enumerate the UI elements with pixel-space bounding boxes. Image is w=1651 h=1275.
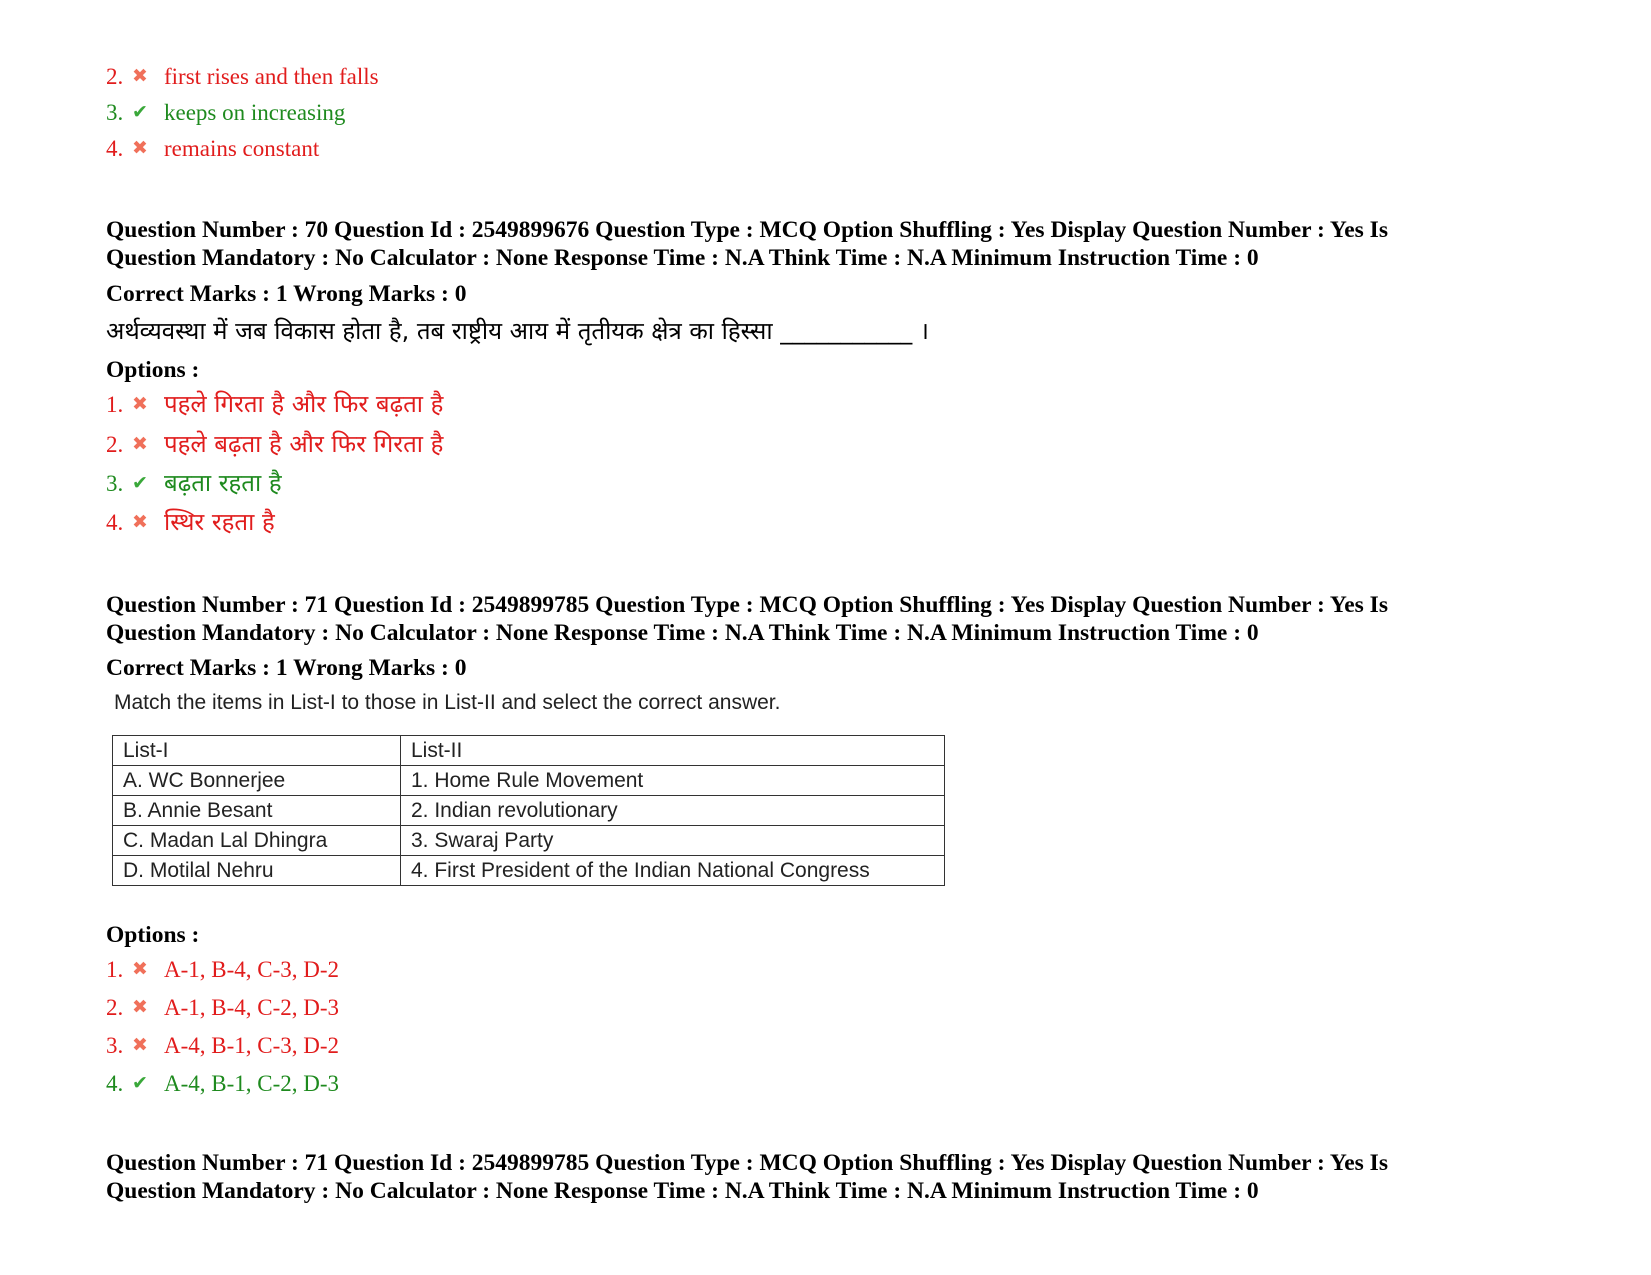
table-cell: 4. First President of the Indian National Congress (401, 856, 945, 886)
table-cell: 2. Indian revolutionary (401, 796, 945, 826)
table-cell: C. Madan Lal Dhingra (113, 826, 401, 856)
option-number: 4. (106, 510, 124, 535)
option-text: पहले गिरता है और फिर बढ़ता है (164, 390, 444, 418)
option-text: स्थिर रहता है (164, 508, 275, 536)
options-label: Options : (106, 357, 200, 383)
table-row (113, 856, 945, 886)
option-number: 3. (106, 471, 124, 496)
option-number: 4. (106, 1071, 124, 1096)
option-text: पहले बढ़ता है और फिर गिरता है (164, 430, 444, 458)
question-meta-line: Question Mandatory : No Calculator : None Response Time : N.A Think Time : N.A Minimum Instruction Time : 0 (106, 1178, 1259, 1204)
option-text: keeps on increasing (164, 100, 346, 125)
table-header-cell: List-II (401, 736, 945, 766)
check-mark-icon: ✔ (132, 1072, 148, 1094)
option-text: A-1, B-4, C-3, D-2 (164, 957, 340, 982)
question-meta-line: Question Number : 70 Question Id : 2549899676 Question Type : MCQ Option Shuffling : Yes Display Question Number : Yes Is (106, 217, 1388, 243)
option-row (106, 430, 443, 459)
option-text: A-4, B-1, C-2, D-3 (164, 1071, 340, 1096)
wrong-mark-icon: ✖ (132, 433, 148, 455)
option-text: remains constant (164, 136, 320, 161)
wrong-mark-icon: ✖ (132, 958, 148, 980)
table-row (113, 826, 945, 856)
options-label: Options : (106, 922, 200, 948)
table-cell: D. Motilal Nehru (113, 856, 401, 886)
check-mark-icon: ✔ (132, 101, 148, 123)
table-cell: 3. Swaraj Party (401, 826, 945, 856)
table-cell: A. WC Bonnerjee (113, 766, 401, 796)
option-row (106, 955, 339, 984)
option-text: A-1, B-4, C-2, D-3 (164, 995, 340, 1020)
wrong-mark-icon: ✖ (132, 511, 148, 533)
option-row (106, 390, 443, 419)
option-text: बढ़ता रहता है (164, 469, 282, 497)
option-number: 2. (106, 432, 124, 457)
question-meta-line: Question Number : 71 Question Id : 2549899785 Question Type : MCQ Option Shuffling : Yes Display Question Number : Yes Is (106, 592, 1388, 618)
question-meta-line: Question Mandatory : No Calculator : None Response Time : N.A Think Time : N.A Minimum Instruction Time : 0 (106, 620, 1259, 646)
option-row (106, 469, 282, 498)
question-meta-line: Question Mandatory : No Calculator : None Response Time : N.A Think Time : N.A Minimum Instruction Time : 0 (106, 245, 1259, 271)
check-mark-icon: ✔ (132, 472, 148, 494)
option-row (106, 993, 339, 1022)
option-row (106, 508, 275, 537)
table-header-cell: List-I (113, 736, 401, 766)
match-table (112, 735, 945, 886)
option-row (106, 1031, 339, 1060)
table-cell: B. Annie Besant (113, 796, 401, 826)
wrong-mark-icon: ✖ (132, 137, 148, 159)
option-row (106, 98, 345, 127)
option-number: 1. (106, 392, 124, 417)
table-row (113, 766, 945, 796)
marks-line: Correct Marks : 1 Wrong Marks : 0 (106, 281, 467, 307)
option-text: first rises and then falls (164, 64, 379, 89)
wrong-mark-icon: ✖ (132, 65, 148, 87)
option-number: 2. (106, 995, 124, 1020)
wrong-mark-icon: ✖ (132, 393, 148, 415)
question-text: Match the items in List-I to those in List-II and select the correct answer. (114, 691, 781, 714)
wrong-mark-icon: ✖ (132, 1034, 148, 1056)
option-number: 3. (106, 1033, 124, 1058)
option-number: 3. (106, 100, 124, 125)
question-meta-line: Question Number : 71 Question Id : 2549899785 Question Type : MCQ Option Shuffling : Yes Display Question Number : Yes Is (106, 1150, 1388, 1176)
option-number: 4. (106, 136, 124, 161)
option-text: A-4, B-1, C-3, D-2 (164, 1033, 340, 1058)
table-header-row (113, 736, 945, 766)
option-row (106, 1069, 339, 1098)
table-row (113, 796, 945, 826)
wrong-mark-icon: ✖ (132, 996, 148, 1018)
marks-line: Correct Marks : 1 Wrong Marks : 0 (106, 655, 467, 681)
option-row (106, 134, 319, 163)
option-number: 1. (106, 957, 124, 982)
option-row (106, 62, 379, 91)
question-text: अर्थव्यवस्था में जब विकास होता है, तब राष्ट्रीय आय में तृतीयक क्षेत्र का हिस्सा ___________ । (106, 317, 929, 345)
option-number: 2. (106, 64, 124, 89)
table-cell: 1. Home Rule Movement (401, 766, 945, 796)
